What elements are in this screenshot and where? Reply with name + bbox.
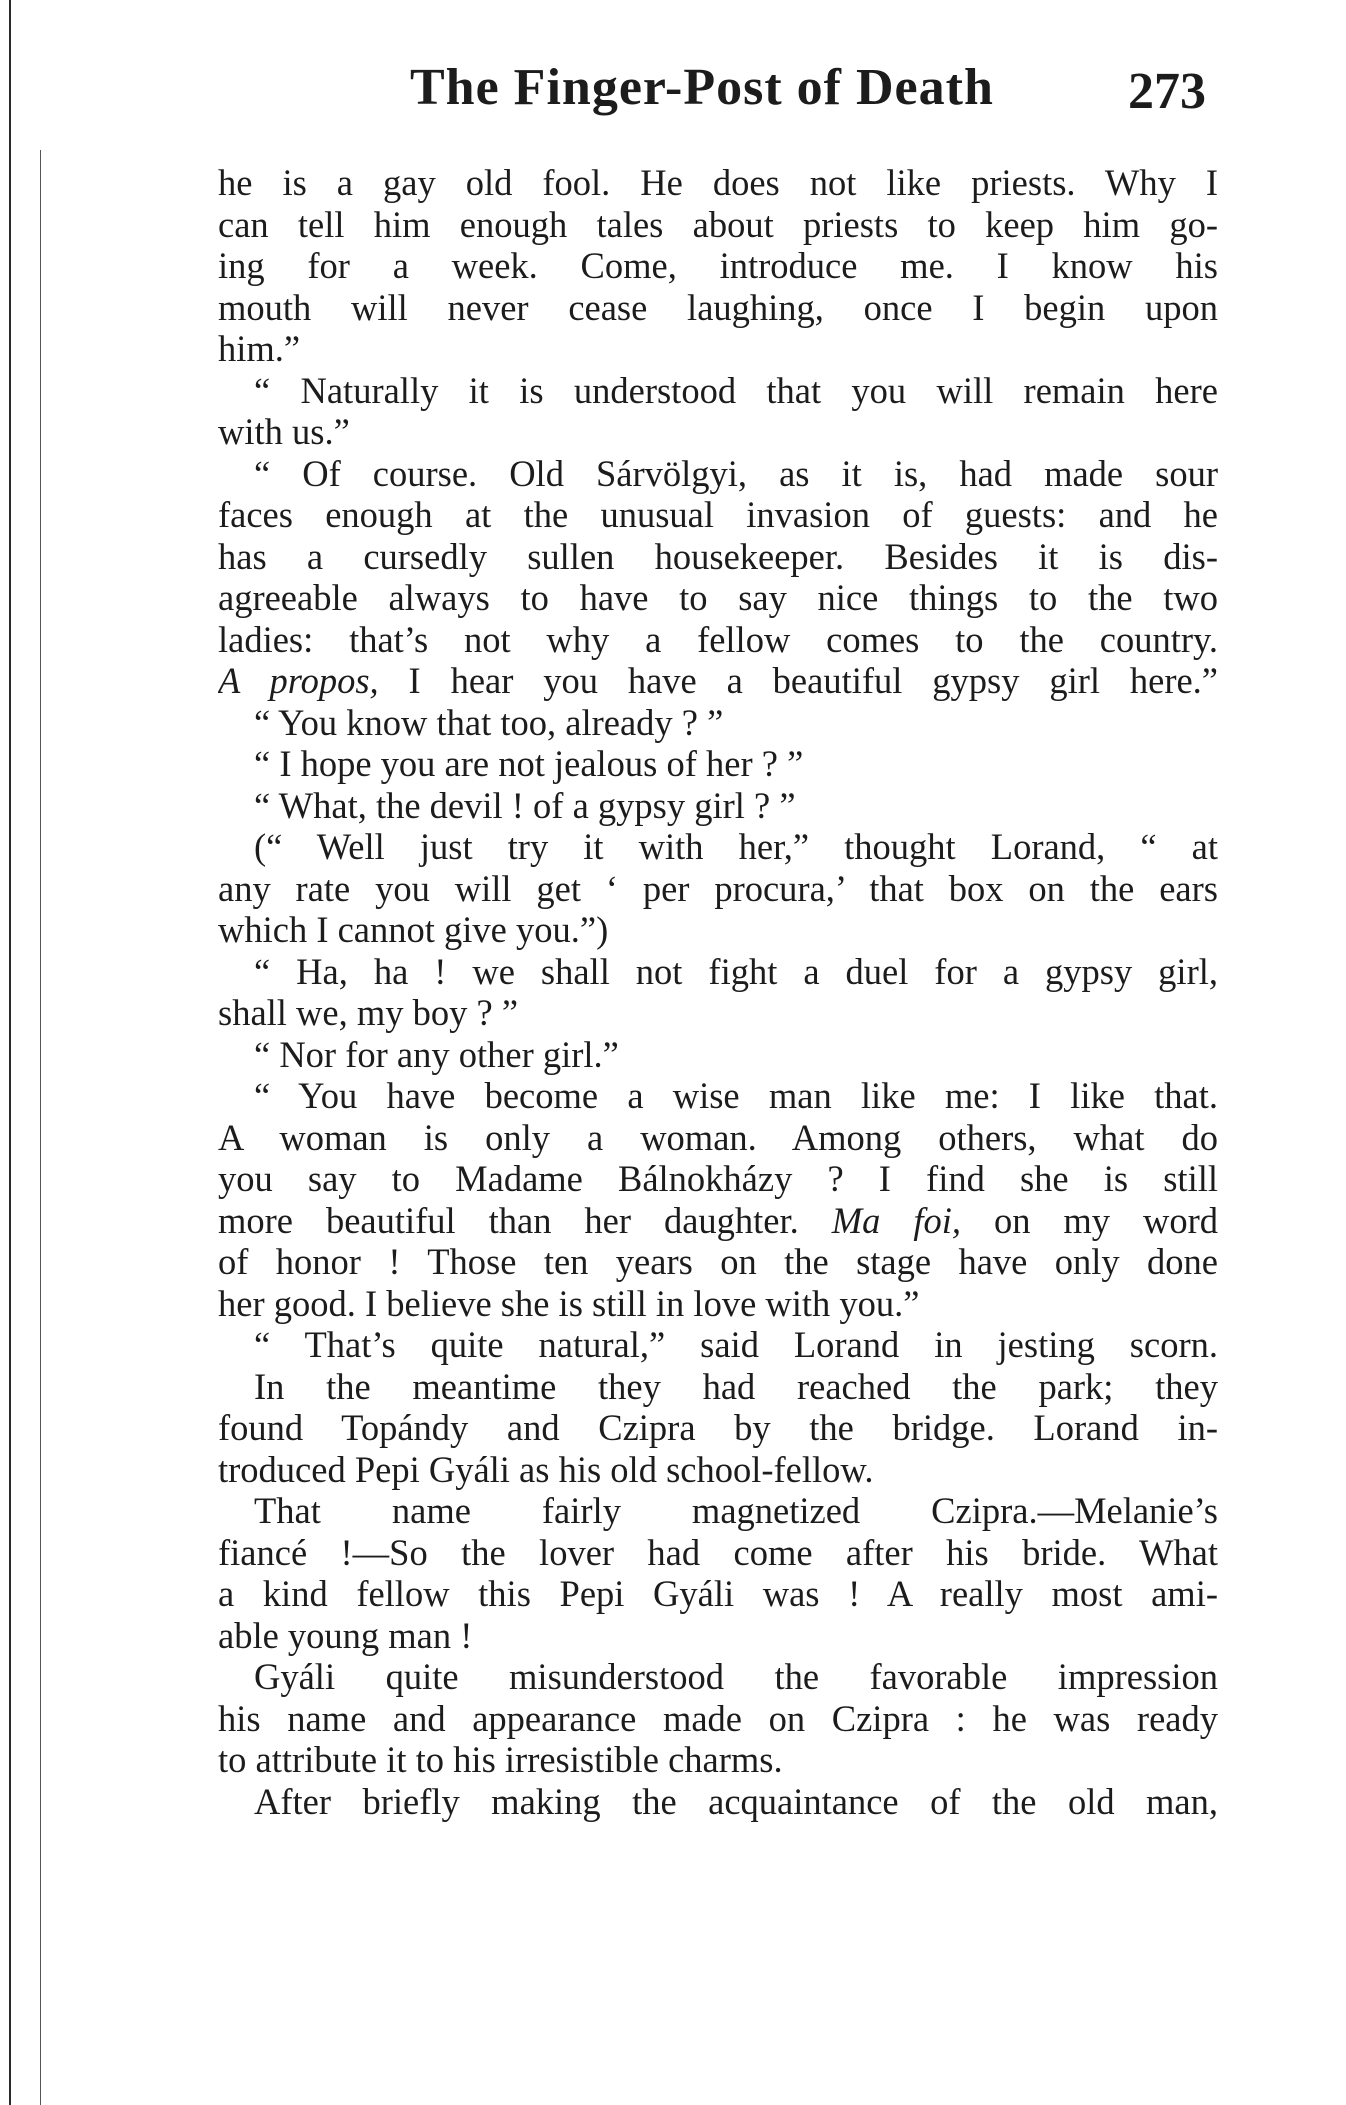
text-line: has a cursedly sullen housekeeper. Besides it is dis- [218,535,1218,577]
text-line: found Topándy and Czipra by the bridge. Lorand in- [218,1407,1218,1448]
text-line: “ You know that too, already ? ” [254,701,724,743]
text-line: able young man ! [218,1614,473,1656]
text-line: “ That’s quite natural,” said Lorand in jesting scorn. [254,1324,1218,1365]
text-line: with us.” [218,411,350,452]
page-header [410,58,1230,128]
text-line: his name and appearance made on Czipra : he was ready [218,1697,1218,1739]
text-line: fiancé !—So the lover had come after his bride. What [218,1531,1218,1573]
text-line: him.” [218,328,301,369]
text-line: “ Nor for any other girl.” [254,1033,619,1075]
text-line: A propos, I hear you have a beautiful gypsy girl here.” [218,660,1218,701]
text-line: a kind fellow this Pepi Gyáli was ! A really most ami- [218,1573,1218,1614]
text-line: “ Naturally it is understood that you will remain here [254,369,1218,411]
text-line: “ What, the devil ! of a gypsy girl ? ” [254,784,796,826]
text-line: shall we, my boy ? ” [218,992,519,1033]
text-line: “ I hope you are not jealous of her ? ” [254,743,804,784]
text-line: “ Of course. Old Sárvölgyi, as it is, had made sour [254,452,1218,494]
text-line: to attribute it to his irresistible charms. [218,1739,783,1780]
text-line: any rate you will get ‘ per procura,’ that box on the ears [218,867,1218,909]
text-line: That name fairly magnetized Czipra.—Melanie’s [254,1490,1218,1531]
text-line: (“ Well just try it with her,” thought Lorand, “ at [254,826,1218,867]
page-binding-edge [9,0,11,2105]
text-line: can tell him enough tales about priests to keep him go- [218,203,1218,245]
text-line: After briefly making the acquaintance of the old man, [254,1780,1218,1822]
text-line: Gyáli quite misunderstood the favorable impression [254,1656,1218,1697]
text-line: of honor ! Those ten years on the stage have only done [218,1241,1218,1282]
body-text [218,162,1218,1822]
running-title: The Finger-Post of Death [410,59,994,116]
text-line: faces enough at the unusual invasion of guests: and he [218,494,1218,535]
text-line: ing for a week. Come, introduce me. I know his [218,245,1218,286]
text-line: her good. I believe she is still in love with you.” [218,1282,920,1324]
text-line: “ You have become a wise man like me: I like that. [254,1075,1218,1116]
text-line: you say to Madame Bálnokházy ? I find she is still [218,1158,1218,1199]
text-line: In the meantime they had reached the park; they [254,1365,1218,1407]
text-line: “ Ha, ha ! we shall not fight a duel for a gypsy girl, [254,950,1218,992]
text-line: agreeable always to have to say nice things to the two [218,577,1218,618]
page-margin-rule [40,150,41,2105]
page-number: 273 [1128,63,1206,120]
text-line: A woman is only a woman. Among others, what do [218,1116,1218,1158]
text-line: troduced Pepi Gyáli as his old school-fellow. [218,1448,874,1490]
text-line: which I cannot give you.”) [218,909,609,950]
text-line: more beautiful than her daughter. Ma foi, on my word [218,1199,1218,1241]
text-line: ladies: that’s not why a fellow comes to the country. [218,618,1218,660]
text-line: he is a gay old fool. He does not like priests. Why I [218,162,1218,203]
text-line: mouth will never cease laughing, once I begin upon [218,286,1218,328]
